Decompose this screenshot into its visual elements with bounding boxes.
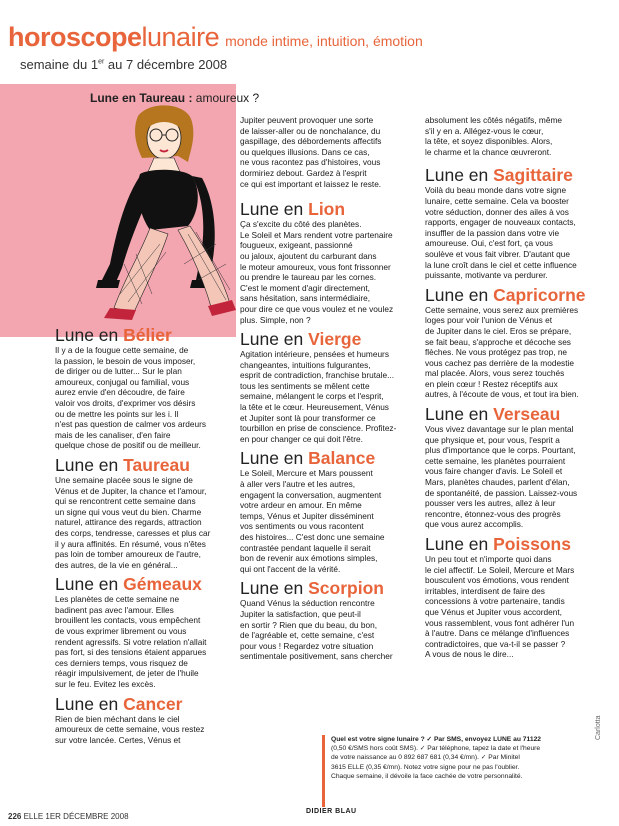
text-line: C'est le moment d'agir directement, <box>240 282 370 293</box>
sign-text <box>55 594 240 689</box>
text-line: naturel, attirance des regards, attraction <box>55 517 202 528</box>
sign-name: Verseau <box>493 404 561 425</box>
folio-text: ELLE 1ER DÉCEMBRE 2008 <box>21 812 129 821</box>
info-line: Chaque semaine, il dévoile la face cachée de votre personnalité. <box>331 772 523 780</box>
text-line: soulève et vous fait vibrer. D'autant que <box>425 248 571 259</box>
text-line: le moteur amoureux, vous font frissonner <box>240 261 391 272</box>
sign-name: Balance <box>308 448 376 469</box>
sign-prefix: Lune en <box>425 534 494 554</box>
text-line: des autres, de la vie en général... <box>55 559 178 570</box>
text-line: des histoires... C'est donc une semaine <box>240 532 385 542</box>
week-suffix: au 7 décembre 2008 <box>104 57 228 72</box>
text-line: que vous aurez accomplis. <box>425 519 524 530</box>
sign-name: Poissons <box>493 534 571 554</box>
text-line: pour dire ce que vous voulez et ne voulez <box>240 303 394 314</box>
text-line: amoureux de cette semaine, vous restez <box>55 724 205 735</box>
text-line: esprit de contradiction, franchise brutale... <box>240 370 395 381</box>
text-line: réagir impulsivement, de jeter de l'huile <box>55 668 199 679</box>
text-line: Le Soleil, Mercure et Mars poussent <box>240 468 373 479</box>
page-title <box>8 22 423 56</box>
sign-text <box>55 475 240 570</box>
text-line: Quand Vénus la séduction rencontre <box>240 598 375 609</box>
text-line: flèches. Ne vous protégez pas trop, ne <box>425 347 568 358</box>
sign-text <box>55 714 240 746</box>
text-line: que physique et, pour vous, l'esprit a <box>425 434 560 445</box>
text-line: Il y a de la fougue cette semaine, de <box>55 345 189 355</box>
text-line: ou jaloux, ajoutent du carburant dans <box>240 250 377 261</box>
text-line: en sortir ? Rien que du beau, du bon, <box>240 619 377 630</box>
sign-text <box>425 424 615 530</box>
text-line: contradictoires, que va-t-il se passer ? <box>425 638 566 649</box>
text-line: de spontanéité, de passion. Laissez-vous <box>425 487 578 498</box>
sign-name: Bélier <box>123 325 172 345</box>
text-line: rapports, engager de nouveaux contacts, <box>425 217 576 228</box>
info-line: Quel est votre signe lunaire ? ✓ Par SMS, envoyez LUNE au 71122 <box>331 736 542 743</box>
sign-heading <box>425 165 615 185</box>
author-byline: DIDIER BLAU <box>306 808 357 815</box>
sign-heading <box>240 329 425 349</box>
text-line: sans hésitation, sans intermédiaire, <box>240 293 371 304</box>
text-line: aurez envie d'en découdre, de faire <box>55 387 185 398</box>
sign-text <box>240 219 425 325</box>
info-box <box>322 735 560 807</box>
title-lunaire: lunaire <box>141 22 220 52</box>
text-line: la passion, le besoin de vous imposer, <box>55 355 196 366</box>
info-line: de votre naissance au 0 892 687 681 (0,34 €/mn). ✓ Par Minitel <box>331 754 520 762</box>
text-line: ne vous racontez pas d'histoires, vous <box>240 157 381 168</box>
sign-heading <box>240 448 425 468</box>
text-line: changeantes, intuitions fulgurantes, <box>240 359 371 370</box>
text-line: Une semaine placée sous le signe de <box>55 474 193 485</box>
text-line: Rien de bien méchant dans le ciel <box>55 713 180 724</box>
text-line: ou de mettre les points sur les i. Il <box>55 408 179 419</box>
page-number: 226 <box>8 812 22 821</box>
text-line: à l'autre. Dans ce mélange d'influences <box>425 628 570 639</box>
column-2 <box>240 115 425 666</box>
text-line: la tête et le cœur. Heureusement, Vénus <box>240 402 389 413</box>
text-line: il y aura affinités. En résumé, vous n'êtes <box>55 538 206 549</box>
text-line: bousculent vos émotions, vous rendent <box>425 575 569 586</box>
text-line: plus d'importance que le corps. Pourtant, <box>425 445 576 456</box>
text-line: puissante, motivante va perdurer. <box>425 270 548 281</box>
text-line: n'est pas question de calmer vos ardeurs <box>55 419 207 430</box>
text-line: absolument les côtés négatifs, même <box>425 115 562 125</box>
text-line: se fait beau, s'approche et décoche ses <box>425 336 571 347</box>
sign-heading <box>240 578 425 598</box>
text-line: Les planètes de cette semaine ne <box>55 594 180 605</box>
text-line: plus. Simple, non ? <box>240 314 311 325</box>
text-line: le charme et la chance œuvreront. <box>425 146 552 157</box>
woman-illustration <box>80 104 240 334</box>
text-line: amoureux, conjugal ou familial, vous <box>55 376 190 387</box>
column-1 <box>55 325 240 749</box>
week-prefix: semaine du 1 <box>20 57 99 72</box>
text-line: s'il y en a. Allégez-vous le cœur, <box>425 125 544 136</box>
text-line: dormiriez debout. Gardez à l'esprit <box>240 167 367 178</box>
sign-heading <box>425 285 615 305</box>
text-line: Mars, planètes chaudes, parlent d'élan, <box>425 477 570 488</box>
text-line: badinent pas avec l'amour. Elles <box>55 604 174 615</box>
text-line: un signe qui vous veut du bien. Charme <box>55 506 202 517</box>
sign-prefix: Lune en <box>240 578 309 599</box>
sign-name: Sagittaire <box>493 165 573 186</box>
text-line: gaspillage, des débordements affectifs <box>240 136 382 147</box>
sign-prefix: Lune en <box>55 454 124 475</box>
text-line: à aller vers l'autre et les autres, <box>240 479 356 490</box>
text-line: A vous de nous le dire... <box>425 649 514 660</box>
text-line: de l'agréable et, cette semaine, c'est <box>240 630 375 641</box>
text-line: concessions à votre partenaire, tandis <box>425 596 565 607</box>
text-line: sur le feu. Evitez les excès. <box>55 679 156 690</box>
text-line: bon de revenir aux émotions simples, <box>240 553 378 564</box>
text-line: mal placée. Alors, vous serez touchés <box>425 368 565 379</box>
sign-text <box>425 305 615 400</box>
sign-text <box>240 349 425 444</box>
text-line: pour vous ! Regardez votre situation <box>240 640 374 651</box>
title-horoscope: horoscope <box>8 22 142 52</box>
sign-text <box>240 598 425 662</box>
text-line: ces derniers temps, vous risquez de <box>55 657 188 668</box>
text-line: ce qui est important et laissez le reste. <box>240 178 382 189</box>
text-line: en pour changer ce qui doit l'être. <box>240 433 363 444</box>
text-line: lunaire, cette semaine. Cela va booster <box>425 195 569 206</box>
text-line: de diriger ou de lutter... Sur le plan <box>55 366 182 377</box>
sign-prefix: Lune en <box>425 165 494 186</box>
text-line: que Vénus et Jupiter vous accordent, <box>425 606 562 617</box>
continued-text <box>240 115 425 189</box>
text-line: vous rassemblent, vous font adhérer l'un <box>425 617 575 628</box>
text-line: autres, à l'écoute de vous, et tout ira bien. <box>425 389 579 400</box>
sign-heading <box>240 199 425 219</box>
sign-prefix: Lune en <box>55 574 124 595</box>
folio <box>8 812 129 821</box>
text-line: votre ardeur en amour. En même <box>240 500 362 511</box>
text-line: Agitation intérieure, pensées et humeurs <box>240 349 389 360</box>
text-line: votre séduction, donner des ailes à vos <box>425 206 569 217</box>
text-line: quelque chose de positif ou de meilleur. <box>55 440 201 451</box>
text-line: contrastée pendant laquelle il serait <box>240 542 371 553</box>
sign-heading <box>55 455 240 475</box>
sign-text <box>240 468 425 574</box>
text-line: rencontre, étonnez-vous des progrès <box>425 508 561 519</box>
text-line: pas fort, si des tensions étaient apparues <box>55 647 207 658</box>
sign-text <box>425 185 615 280</box>
sign-name: Taureau <box>123 454 190 475</box>
sign-prefix: Lune en <box>425 404 494 425</box>
sign-text <box>55 345 240 451</box>
text-line: tous les sentiments se mêlent cette <box>240 380 370 391</box>
sign-prefix: Lune en <box>240 448 309 469</box>
week-dates <box>20 57 227 72</box>
text-line: fougueux, exigeant, passionné <box>240 240 353 251</box>
text-line: irritables, interdisent de faire des <box>425 585 545 596</box>
sign-heading <box>425 404 615 424</box>
info-line: (0,50 €/SMS hors coût SMS). ✓ Par téléphone, tapez la date et l'heure <box>331 745 541 753</box>
column-3 <box>425 115 615 664</box>
text-line: temps, Vénus et Jupiter disséminent <box>240 510 374 521</box>
text-line: Vous vivez davantage sur le plan mental <box>425 424 574 435</box>
text-line: Ça s'excite du côté des planètes. <box>240 219 362 230</box>
caption-rest: amoureux ? <box>192 91 260 105</box>
continued-text <box>425 115 615 157</box>
sign-name: Vierge <box>308 329 362 350</box>
text-line: en plein cœur ! Restez réceptifs aux <box>425 378 558 389</box>
text-line: vous faire changer d'avis. Le Soleil et <box>425 466 563 477</box>
text-line: insuffler de la passion dans votre vie <box>425 227 560 238</box>
sign-name: Lion <box>308 199 346 220</box>
text-line: sentimentale positivement, sans chercher <box>240 651 393 662</box>
text-line: qui se rencontrent cette semaine dans <box>55 496 196 507</box>
text-line: qui ont l'accent de la vérité. <box>240 563 341 574</box>
sign-prefix: Lune en <box>425 284 494 305</box>
text-line: loges pour voir l'union de Vénus et <box>425 315 553 326</box>
text-line: brouillent les contacts, vous empêchent <box>55 615 201 626</box>
text-line: vous cachez pas derrière de la modestie <box>425 357 574 368</box>
sign-name: Scorpion <box>308 578 384 599</box>
text-line: ou quelques illusions. Dans ce cas, <box>240 146 370 157</box>
text-line: de Jupiter dans le ciel. Eros se prépare, <box>425 325 572 336</box>
text-line: Le Soleil et Mars rendent votre partenaire <box>240 229 393 240</box>
sign-name: Gémeaux <box>123 574 202 595</box>
sign-prefix: Lune en <box>55 693 124 714</box>
sign-name: Cancer <box>123 693 183 714</box>
sign-prefix: Lune en <box>55 325 124 345</box>
sign-text <box>425 554 615 660</box>
sign-heading <box>55 694 240 714</box>
text-line: ou prendre le taureau par les cornes. <box>240 272 377 283</box>
sign-prefix: Lune en <box>240 329 309 350</box>
text-line: cette semaine, les planètes pourraient <box>425 455 566 466</box>
sign-prefix: Lune en <box>240 199 309 220</box>
text-line: Jupiter la satisfaction, que peut-il <box>240 608 361 619</box>
text-line: de laisser-aller ou de nonchalance, du <box>240 125 381 136</box>
text-line: des corps, tendresse, caresses et plus car <box>55 527 211 538</box>
illustrator-credit: Carlotta <box>595 715 602 740</box>
text-line: amoureuse. Oui, c'est fort, ça vous <box>425 238 553 249</box>
info-line: 3615 ELLE (0,35 €/mn). Notez votre signe pour ne pas l'oublier. <box>331 763 520 771</box>
sign-name: Capricorne <box>493 284 586 305</box>
text-line: valoir vos droits, d'exprimer vos désirs <box>55 397 196 408</box>
text-line: sur votre lancée. Certes, Vénus et <box>55 734 181 745</box>
text-line: mais de les canaliser, d'en faire <box>55 429 171 440</box>
text-line: pousser vers les autres, allez à leur <box>425 498 556 509</box>
text-line: tourbillon en prise de conscience. Profitez- <box>240 423 397 434</box>
text-line: Un peu tout et n'importe quoi dans <box>425 554 552 564</box>
text-line: Voilà du beau monde dans votre signe <box>425 185 567 196</box>
text-line: Vénus et de Jupiter, la chance et l'amour, <box>55 485 207 496</box>
text-line: engagent la conversation, augmentent <box>240 489 382 500</box>
caption-bold: Lune en Taureau : <box>90 91 193 105</box>
text-line: le ciel affectif. Le Soleil, Mercure et Mars <box>425 564 575 575</box>
text-line: de vous exprimer librement ou vous <box>55 626 187 637</box>
page-subtitle: monde intime, intuition, émotion <box>225 33 423 49</box>
illustration-caption <box>90 91 270 105</box>
text-line: et Jupiter sont là pour transformer ce <box>240 412 376 423</box>
week-sup: er <box>98 58 105 66</box>
text-line: vos sentiments ou vous racontent <box>240 521 364 532</box>
text-line: la tête, et soyez disponibles. Alors, <box>425 136 553 147</box>
text-line: Jupiter peuvent provoquer une sorte <box>240 115 374 125</box>
text-line: Cette semaine, vous serez aux premières <box>425 304 579 315</box>
sign-heading <box>425 534 615 554</box>
sign-heading <box>55 325 240 345</box>
sign-heading <box>55 574 240 594</box>
text-line: semaine, mélangent le corps et l'esprit, <box>240 391 384 402</box>
text-line: la lune croît dans le ciel et cette influence <box>425 259 577 270</box>
text-line: pas loin de tomber amoureux de l'autre, <box>55 549 201 560</box>
text-line: rendent agressifs. Si votre relation n'allait <box>55 636 207 647</box>
